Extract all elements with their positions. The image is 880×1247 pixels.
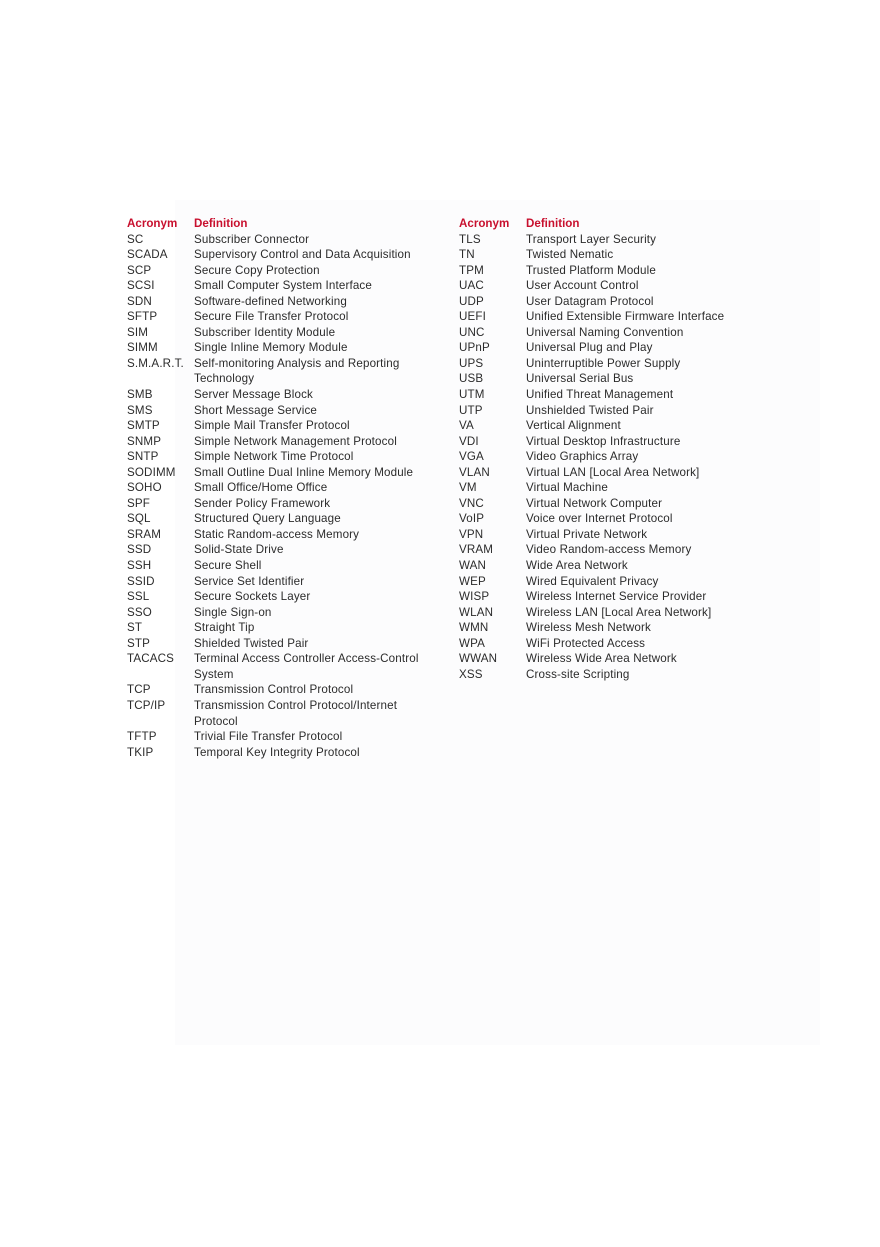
acronym-cell: UEFI bbox=[459, 310, 487, 324]
definition-cell: Virtual Private Network bbox=[526, 527, 648, 541]
table-row bbox=[459, 636, 756, 652]
acronym-cell: VGA bbox=[459, 450, 484, 464]
acronym-header: Acronym bbox=[127, 217, 178, 230]
table-row bbox=[459, 465, 756, 481]
acronym-cell: TCP bbox=[127, 683, 151, 697]
acronym-cell: UTP bbox=[459, 403, 483, 417]
acronym-cell: SODIMM bbox=[127, 465, 176, 479]
acronym-cell: VDI bbox=[459, 434, 479, 448]
definition-cell: Solid-State Drive bbox=[194, 543, 284, 557]
acronym-cell: SMB bbox=[127, 388, 153, 402]
acronym-cell: SSO bbox=[127, 605, 152, 619]
acronym-cell: VNC bbox=[459, 496, 484, 510]
table-row bbox=[459, 325, 756, 341]
table-row bbox=[459, 434, 756, 450]
acronym-cell: SCP bbox=[127, 263, 152, 277]
definition-cell: Trusted Platform Module bbox=[526, 263, 656, 277]
definition-cell: Wireless Wide Area Network bbox=[526, 652, 677, 666]
acronym-cell: ST bbox=[127, 621, 143, 635]
definition-cell: Structured Query Language bbox=[194, 512, 341, 526]
definition-cell: Wide Area Network bbox=[526, 559, 628, 573]
acronym-cell: XSS bbox=[459, 667, 483, 681]
definition-cell: Virtual Network Computer bbox=[526, 496, 663, 510]
acronym-cell: TN bbox=[459, 248, 475, 262]
definition-cell: Virtual Machine bbox=[526, 481, 608, 495]
definition-cell: Self-monitoring Analysis and Reporting Technology bbox=[194, 356, 400, 386]
definition-cell: Transport Layer Security bbox=[526, 232, 657, 246]
acronym-table-right bbox=[459, 216, 756, 682]
table-row bbox=[127, 527, 444, 543]
table-row bbox=[127, 729, 444, 745]
acronym-cell: UPS bbox=[459, 356, 484, 370]
definition-cell: Universal Plug and Play bbox=[526, 341, 653, 355]
acronym-cell: VPN bbox=[459, 527, 484, 541]
acronym-cell: TFTP bbox=[127, 730, 157, 744]
definition-cell: Supervisory Control and Data Acquisition bbox=[194, 248, 411, 262]
table-row bbox=[127, 542, 444, 558]
acronym-cell: SMTP bbox=[127, 419, 160, 433]
acronym-table-right-column bbox=[459, 216, 759, 682]
definition-cell: Secure Shell bbox=[194, 559, 262, 573]
definition-cell: Terminal Access Controller Access-Control System bbox=[194, 652, 419, 681]
table-row bbox=[459, 480, 756, 496]
definition-cell: Simple Network Management Protocol bbox=[194, 434, 397, 448]
definition-cell: User Datagram Protocol bbox=[526, 294, 654, 308]
acronym-cell: S.M.A.R.T. bbox=[127, 356, 184, 370]
table-row bbox=[127, 682, 444, 698]
definition-cell: Universal Serial Bus bbox=[526, 372, 634, 386]
acronym-cell: SPF bbox=[127, 496, 150, 510]
table-row bbox=[459, 542, 756, 558]
acronym-cell: SSH bbox=[127, 559, 152, 573]
table-row bbox=[459, 247, 756, 263]
definition-cell: Small Outline Dual Inline Memory Module bbox=[194, 465, 414, 479]
table-row bbox=[127, 496, 444, 512]
table-row bbox=[459, 294, 756, 310]
definition-cell: Straight Tip bbox=[194, 621, 255, 635]
acronym-cell: SFTP bbox=[127, 310, 158, 324]
table-row bbox=[459, 558, 756, 574]
definition-cell: Voice over Internet Protocol bbox=[526, 512, 673, 526]
acronym-cell: VRAM bbox=[459, 543, 494, 557]
acronym-cell: SNTP bbox=[127, 450, 159, 464]
definition-cell: Video Random-access Memory bbox=[526, 543, 692, 557]
table-row bbox=[127, 325, 444, 341]
table-row bbox=[127, 278, 444, 294]
table-row bbox=[127, 636, 444, 652]
definition-cell: Server Message Block bbox=[194, 388, 313, 402]
definition-cell: Wireless LAN [Local Area Network] bbox=[526, 605, 712, 619]
definition-cell: Universal Naming Convention bbox=[526, 325, 684, 339]
acronym-table-left bbox=[127, 216, 444, 760]
table-row bbox=[127, 403, 444, 419]
definition-cell: Simple Network Time Protocol bbox=[194, 450, 354, 464]
table-row bbox=[459, 620, 756, 636]
acronym-table-left-body bbox=[127, 232, 444, 761]
acronym-table-left-column bbox=[127, 216, 447, 760]
definition-cell: Single Inline Memory Module bbox=[194, 341, 348, 355]
table-row bbox=[127, 620, 444, 636]
acronym-cell: UPnP bbox=[459, 341, 490, 355]
acronym-cell: WEP bbox=[459, 574, 486, 588]
table-row bbox=[459, 651, 756, 667]
table-row bbox=[127, 480, 444, 496]
acronym-cell: SCADA bbox=[127, 248, 168, 262]
definition-header: Definition bbox=[526, 217, 580, 230]
table-header-row bbox=[459, 216, 756, 232]
acronym-cell: SSL bbox=[127, 590, 150, 604]
definition-cell: Small Computer System Interface bbox=[194, 279, 372, 293]
acronym-cell: SNMP bbox=[127, 434, 162, 448]
definition-cell: Software-defined Networking bbox=[194, 294, 347, 308]
definition-cell: User Account Control bbox=[526, 279, 639, 293]
acronym-cell: WPA bbox=[459, 636, 485, 650]
acronym-cell: SRAM bbox=[127, 527, 162, 541]
acronym-cell: VA bbox=[459, 419, 474, 433]
acronym-cell: WLAN bbox=[459, 605, 494, 619]
acronym-cell: VLAN bbox=[459, 465, 490, 479]
acronym-cell: SIM bbox=[127, 325, 149, 339]
acronym-cell: SOHO bbox=[127, 481, 162, 495]
definition-cell: Simple Mail Transfer Protocol bbox=[194, 419, 350, 433]
table-row bbox=[459, 496, 756, 512]
definition-cell: Shielded Twisted Pair bbox=[194, 636, 309, 650]
table-row bbox=[459, 527, 756, 543]
definition-cell: Unshielded Twisted Pair bbox=[526, 403, 654, 417]
acronym-cell: WISP bbox=[459, 590, 490, 604]
definition-cell: Transmission Control Protocol/Internet Protocol bbox=[194, 698, 398, 728]
definition-cell: Twisted Nematic bbox=[526, 248, 614, 262]
table-row bbox=[127, 651, 444, 682]
table-header-row bbox=[127, 216, 444, 232]
acronym-cell: SDN bbox=[127, 294, 152, 308]
acronym-header: Acronym bbox=[459, 217, 510, 230]
table-row bbox=[127, 745, 444, 761]
table-row bbox=[127, 558, 444, 574]
acronym-cell: SIMM bbox=[127, 341, 158, 355]
table-row bbox=[459, 387, 756, 403]
table-row bbox=[127, 511, 444, 527]
table-row bbox=[459, 574, 756, 590]
definition-cell: Service Set Identifier bbox=[194, 574, 305, 588]
definition-cell: Subscriber Identity Module bbox=[194, 325, 336, 339]
definition-cell: Virtual Desktop Infrastructure bbox=[526, 434, 681, 448]
definition-cell: Temporal Key Integrity Protocol bbox=[194, 745, 360, 759]
acronym-cell: TPM bbox=[459, 263, 484, 277]
table-row bbox=[127, 263, 444, 279]
table-row bbox=[127, 247, 444, 263]
table-row bbox=[127, 309, 444, 325]
table-row bbox=[459, 371, 756, 387]
acronym-cell: TACACS bbox=[127, 652, 175, 666]
definition-cell: Single Sign-on bbox=[194, 605, 272, 619]
table-row bbox=[127, 698, 444, 729]
definition-cell: Short Message Service bbox=[194, 403, 318, 417]
acronym-cell: WAN bbox=[459, 559, 487, 573]
table-row bbox=[127, 232, 444, 248]
definition-cell: Static Random-access Memory bbox=[194, 527, 360, 541]
definition-cell: Wireless Internet Service Provider bbox=[526, 590, 707, 604]
definition-cell: Subscriber Connector bbox=[194, 232, 310, 246]
table-row bbox=[459, 356, 756, 372]
table-row bbox=[127, 434, 444, 450]
table-row bbox=[459, 340, 756, 356]
definition-cell: Vertical Alignment bbox=[526, 419, 621, 433]
table-row bbox=[127, 387, 444, 403]
table-row bbox=[127, 340, 444, 356]
definition-cell: Transmission Control Protocol bbox=[194, 683, 354, 697]
acronym-cell: TKIP bbox=[127, 745, 154, 759]
table-row bbox=[459, 263, 756, 279]
acronym-cell: STP bbox=[127, 636, 150, 650]
definition-cell: Small Office/Home Office bbox=[194, 481, 328, 495]
acronym-cell: VM bbox=[459, 481, 477, 495]
definition-cell: WiFi Protected Access bbox=[526, 636, 646, 650]
definition-header: Definition bbox=[194, 217, 248, 230]
acronym-cell: SSD bbox=[127, 543, 152, 557]
acronym-cell: SC bbox=[127, 232, 144, 246]
acronym-cell: UDP bbox=[459, 294, 484, 308]
table-row bbox=[127, 589, 444, 605]
table-row bbox=[459, 418, 756, 434]
definition-cell: Unified Extensible Firmware Interface bbox=[526, 310, 725, 324]
table-row bbox=[459, 511, 756, 527]
table-row bbox=[459, 232, 756, 248]
acronym-cell: UAC bbox=[459, 279, 484, 293]
table-row bbox=[127, 574, 444, 590]
acronym-cell: VoIP bbox=[459, 512, 485, 526]
acronym-cell: SSID bbox=[127, 574, 155, 588]
definition-cell: Wired Equivalent Privacy bbox=[526, 574, 659, 588]
definition-cell: Wireless Mesh Network bbox=[526, 621, 651, 635]
table-row bbox=[127, 418, 444, 434]
acronym-cell: SCSI bbox=[127, 279, 155, 293]
table-row bbox=[127, 605, 444, 621]
table-row bbox=[459, 667, 756, 683]
definition-cell: Unified Threat Management bbox=[526, 388, 674, 402]
table-row bbox=[127, 294, 444, 310]
table-row bbox=[127, 465, 444, 481]
acronym-cell: SQL bbox=[127, 512, 151, 526]
definition-cell: Uninterruptible Power Supply bbox=[526, 356, 681, 370]
table-row bbox=[127, 356, 444, 387]
definition-cell: Video Graphics Array bbox=[526, 450, 639, 464]
acronym-cell: USB bbox=[459, 372, 484, 386]
table-row bbox=[459, 278, 756, 294]
definition-cell: Trivial File Transfer Protocol bbox=[194, 730, 343, 744]
table-row bbox=[459, 589, 756, 605]
acronym-cell: TCP/IP bbox=[127, 698, 166, 712]
table-row bbox=[127, 449, 444, 465]
definition-cell: Secure File Transfer Protocol bbox=[194, 310, 349, 324]
acronym-cell: WWAN bbox=[459, 652, 498, 666]
definition-cell: Sender Policy Framework bbox=[194, 496, 331, 510]
acronym-cell: UNC bbox=[459, 325, 485, 339]
definition-cell: Cross-site Scripting bbox=[526, 667, 630, 681]
acronym-cell: WMN bbox=[459, 621, 489, 635]
acronym-cell: TLS bbox=[459, 232, 481, 246]
acronym-table-right-body bbox=[459, 232, 756, 683]
table-row bbox=[459, 309, 756, 325]
definition-cell: Virtual LAN [Local Area Network] bbox=[526, 465, 700, 479]
table-row bbox=[459, 605, 756, 621]
acronym-cell: SMS bbox=[127, 403, 153, 417]
acronym-cell: UTM bbox=[459, 388, 485, 402]
definition-cell: Secure Copy Protection bbox=[194, 263, 320, 277]
table-row bbox=[459, 449, 756, 465]
definition-cell: Secure Sockets Layer bbox=[194, 590, 311, 604]
table-row bbox=[459, 403, 756, 419]
